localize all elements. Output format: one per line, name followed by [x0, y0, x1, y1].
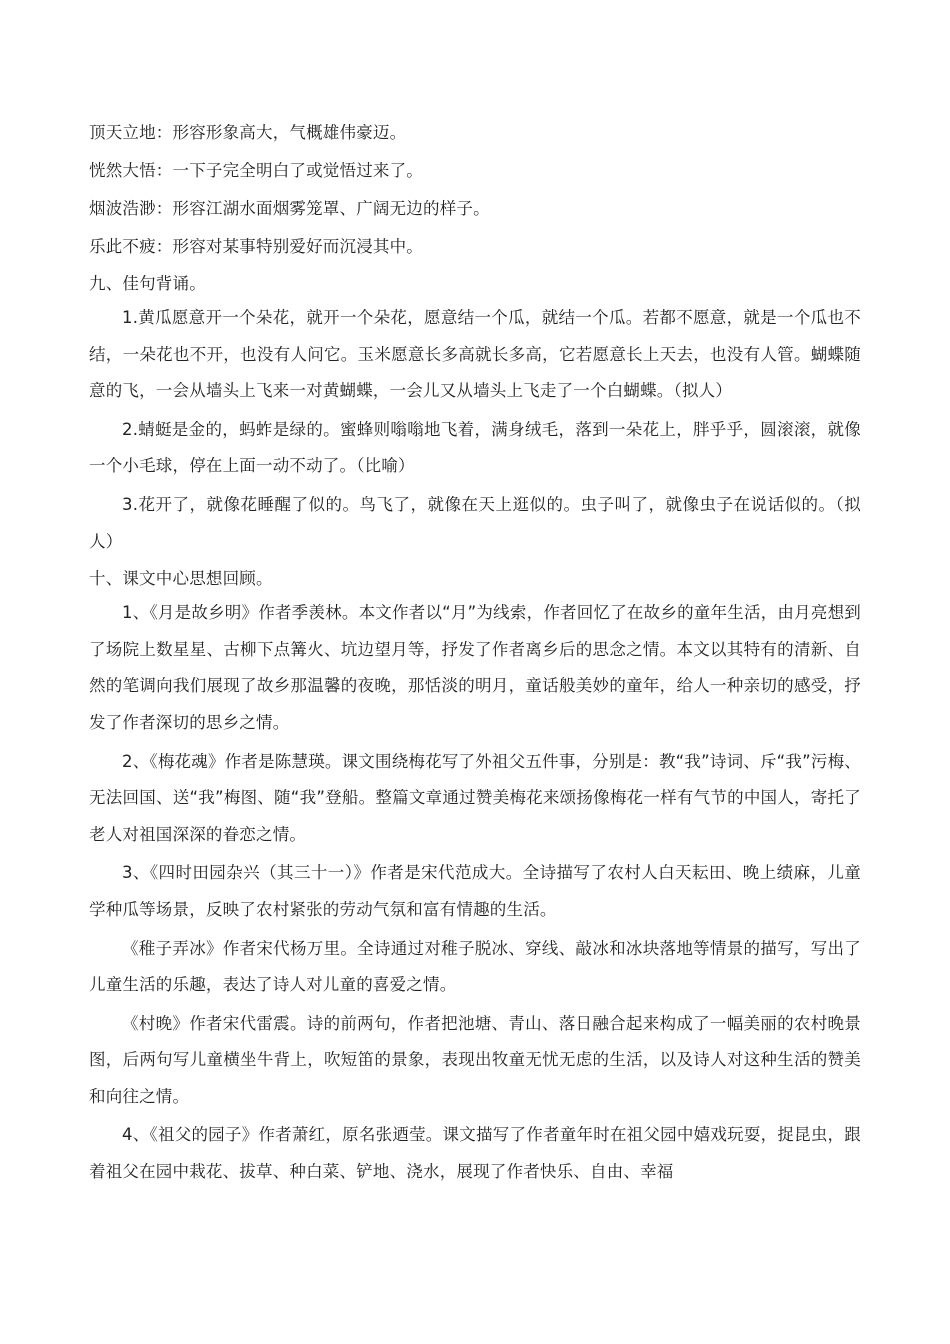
summary-paragraph: 《稚子弄冰》作者宋代杨万里。全诗通过对稚子脱冰、穿线、敲冰和冰块落地等情景的描写，写出了儿童生活的乐趣，表达了诗人对儿童的喜爱之情。: [89, 938, 861, 995]
document-body: [89, 118, 861, 1193]
summary-paragraph: 1、《月是故乡明》作者季羡林。本文作者以“月”为线索，作者回忆了在故乡的童年生活，由月亮想到了场院上数星星、古柳下点篝火、坑边望月等，抒发了作者离乡后的思念之情。本文以其特有的清新、自然的笔调向我们展现了故乡那温馨的夜晚，那恬淡的明月，童话般美妙的童年，给人一种亲切的感受，抒发了作者深切的思乡之情。: [89, 603, 861, 732]
idiom-line: 恍然大悟：一下子完全明白了或觉悟过来了。: [89, 161, 423, 180]
section-heading-10: 十、课文中心思想回顾。: [89, 569, 273, 589]
idiom-line: 乐此不疲：形容对某事特别爱好而沉浸其中。: [89, 237, 423, 256]
quote-paragraph: 3.花开了，就像花睡醒了似的。鸟飞了，就像在天上逛似的。虫子叫了，就像虫子在说话似的。（拟人）: [89, 494, 861, 551]
quote-paragraph: 1.黄瓜愿意开一个朵花，就开一个朵花，愿意结一个瓜，就结一个瓜。若都不愿意，就是一个瓜也不结，一朵花也不开，也没有人问它。玉米愿意长多高就长多高，它若愿意长上天去，也没有人管。蝴蝶随意的飞，一会从墙头上飞来一对黄蝴蝶，一会儿又从墙头上飞走了一个白蝴蝶。（拟人）: [89, 308, 861, 401]
summary-paragraph: 4、《祖父的园子》作者萧红，原名张迺莹。课文描写了作者童年时在祖父园中嬉戏玩耍，捉昆虫，跟着祖父在园中栽花、拔草、种白菜、铲地、浇水，展现了作者快乐、自由、幸福: [89, 1125, 861, 1182]
quote-paragraph: 2.蜻蜓是金的，蚂蚱是绿的。蜜蜂则嗡嗡地飞着，满身绒毛，落到一朵花上，胖乎乎，圆滚滚，就像一个小毛球，停在上面一动不动了。（比喻）: [89, 419, 861, 476]
summary-paragraph: 3、《四时田园杂兴（其三十一）》作者是宋代范成大。全诗描写了农村人白天耘田、晚上绩麻，儿童学种瓜等场景，反映了农村紧张的劳动气氛和富有情趣的生活。: [89, 863, 861, 919]
summary-paragraph: 《村晚》作者宋代雷震。诗的前两句，作者把池塘、青山、落日融合起来构成了一幅美丽的农村晚景图，后两句写儿童横坐牛背上，吹短笛的景象，表现出牧童无忧无虑的生活，以及诗人对这种生活的赞美和向往之情。: [89, 1013, 861, 1106]
idiom-line: 烟波浩渺：形容江湖水面烟雾笼罩、广阔无边的样子。: [89, 199, 490, 218]
idiom-line: 顶天立地：形容形象高大，气概雄伟豪迈。: [89, 123, 407, 142]
summary-paragraph: 2、《梅花魂》作者是陈慧瑛。课文围绕梅花写了外祖父五件事，分别是：教“我”诗词、斥“我”污梅、无法回国、送“我”梅图、随“我”登船。整篇文章通过赞美梅花来颂扬像梅花一样有气节的中国人，寄托了老人对祖国深深的眷恋之情。: [89, 751, 861, 844]
section-heading-9: 九、佳句背诵。: [89, 274, 206, 293]
